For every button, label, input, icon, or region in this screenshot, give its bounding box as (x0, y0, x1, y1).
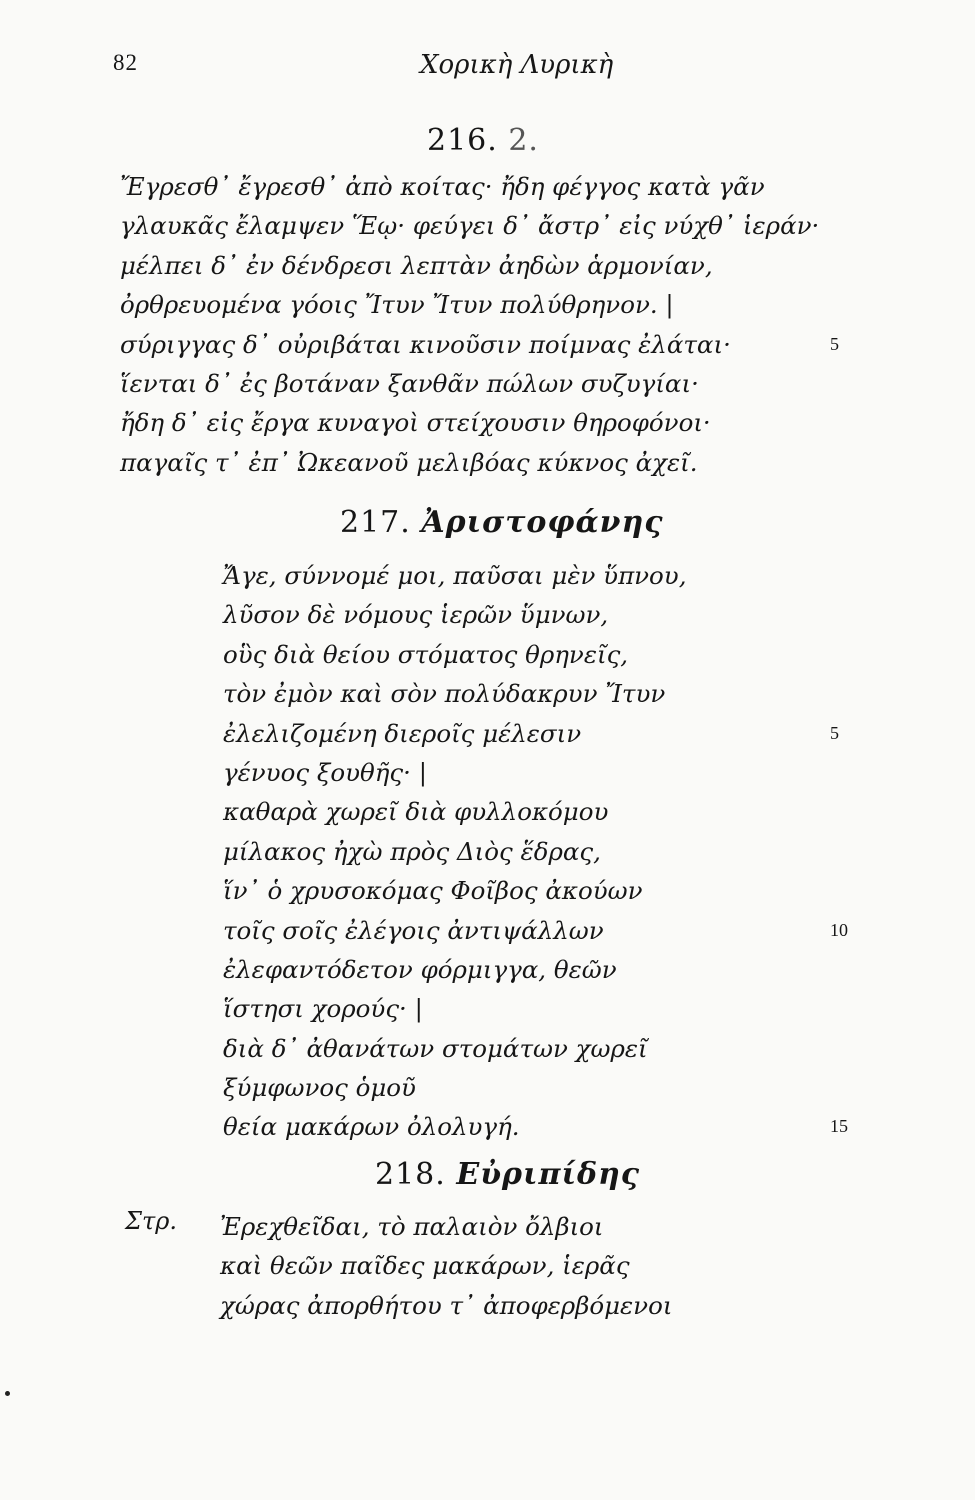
verse-line (220, 1246, 820, 1285)
verse-text: ἤδη δ᾽ εἰς ἔργα κυναγοὶ στείχουσιν θηροφόνοι· (120, 408, 711, 438)
verse-text: λῦσον δὲ νόμους ἱερῶν ὕμνων, (223, 600, 609, 630)
verse-line (120, 364, 840, 403)
verse-line (120, 167, 840, 206)
poem-number: 217. (340, 505, 411, 540)
poem-216-verse-block (120, 167, 840, 482)
ink-speck (5, 1391, 10, 1396)
verse-text: γένυος ξουθῆς· | (223, 757, 427, 787)
verse-line (223, 1107, 848, 1146)
verse-line (120, 443, 840, 482)
verse-text: ὀρθρευομένα γόοις Ἴτυν Ἴτυν πολύθρηνον. | (120, 290, 674, 320)
poem-author: Ἀριστοφάνης (421, 505, 664, 540)
poem-218-verse-block (220, 1207, 820, 1325)
line-number: 5 (830, 722, 839, 743)
verse-text: διὰ δ᾽ ἀθανάτων στομάτων χωρεῖ (223, 1033, 648, 1063)
verse-line (223, 1029, 823, 1068)
verse-line (223, 989, 823, 1028)
verse-line (120, 403, 840, 442)
verse-line (223, 674, 823, 713)
verse-text: καὶ θεῶν παῖδες μακάρων, ἱερᾶς (220, 1251, 630, 1281)
poem-heading-216 (427, 123, 539, 158)
verse-text: Ἄγε, σύννομέ μοι, παῦσαι μὲν ὕπνου, (223, 561, 687, 590)
poem-heading-218 (375, 1157, 640, 1192)
verse-line (120, 285, 840, 324)
poem-heading-217 (340, 505, 664, 540)
verse-line (220, 1286, 820, 1325)
verse-line (223, 635, 823, 674)
verse-text: ξύμφωνος ὁμοῦ (223, 1073, 416, 1103)
poem-number: 218. (375, 1157, 446, 1192)
poem-author: Εὐριπίδης (456, 1157, 641, 1192)
verse-text: σύριγγας δ᾽ οὐριβάται κινοῦσιν ποίμνας ἐλάται· (120, 329, 731, 359)
verse-text: ἵν᾽ ὁ χρυσοκόμας Φοῖβος ἀκούων (223, 876, 643, 906)
line-number: 5 (830, 333, 839, 354)
verse-text: χώρας ἀπορθήτου τ᾽ ἀποφερβόμενοι (220, 1290, 673, 1320)
verse-line (223, 714, 839, 753)
verse-text: καθαρὰ χωρεῖ διὰ φυλλοκόμου (223, 797, 609, 827)
line-number: 10 (830, 919, 848, 940)
verse-text: θεία μακάρων ὀλολυγή. (223, 1112, 520, 1142)
verse-line (223, 911, 848, 950)
verse-line (120, 206, 840, 245)
verse-text: μίλακος ἠχὼ πρὸς Διὸς ἕδρας, (223, 836, 601, 866)
verse-line (120, 325, 840, 364)
verse-line (223, 792, 823, 831)
verse-text: τοῖς σοῖς ἐλέγοις ἀντιψάλλων (223, 915, 604, 945)
verse-line (223, 871, 823, 910)
verse-text: Ἐρεχθεῖδαι, τὸ παλαιὸν ὄλβιοι (220, 1212, 604, 1241)
verse-text: γλαυκᾶς ἔλαμψεν Ἕῳ· φεύγει δ᾽ ἄστρ᾽ εἰς νύχθ᾽ ἱεράν· (120, 211, 820, 241)
running-head: Χορικὴ Λυρικὴ (420, 50, 614, 80)
verse-text: ἵστησι χορούς· | (223, 994, 423, 1024)
verse-text: οὓς διὰ θείου στόματος θρηνεῖς, (223, 639, 629, 669)
verse-text: παγαῖς τ᾽ ἐπ᾽ Ὠκεανοῦ μελιβόας κύκνος ἀχεῖ. (120, 447, 698, 477)
poem-217-verse-block (223, 556, 848, 1147)
verse-text: ἵενται δ᾽ ἐς βοτάναν ξανθᾶν πώλων συζυγίαι· (120, 368, 699, 398)
verse-line (120, 246, 840, 285)
strophe-label: Στρ. (125, 1207, 177, 1235)
verse-text: ἐλελιζομένη διεροῖς μέλεσιν (223, 718, 582, 748)
line-number: 15 (830, 1116, 848, 1137)
verse-line (223, 556, 823, 595)
verse-line (223, 950, 823, 989)
verse-text: μέλπει δ᾽ ἐν δένδρεσι λεπτὰν ἀηδὼν ἁρμονίαν, (120, 250, 713, 280)
poem-number: 216. (427, 123, 498, 158)
page-number: 82 (113, 50, 138, 75)
verse-text: τὸν ἐμὸν καὶ σὸν πολύδακρυν Ἴτυν (223, 679, 666, 709)
poem-heading-suffix: 2. (497, 123, 539, 158)
verse-text: ἐλεφαντόδετον φόρμιγγα, θεῶν (223, 954, 617, 984)
verse-line (223, 753, 823, 792)
verse-line (220, 1207, 820, 1246)
verse-line (223, 595, 823, 634)
verse-text: Ἔγρεσθ᾽ ἔγρεσθ᾽ ἀπὸ κοίτας· ἤδη φέγγος κατὰ γᾶν (120, 172, 765, 201)
verse-line (223, 1068, 823, 1107)
verse-line (223, 832, 823, 871)
